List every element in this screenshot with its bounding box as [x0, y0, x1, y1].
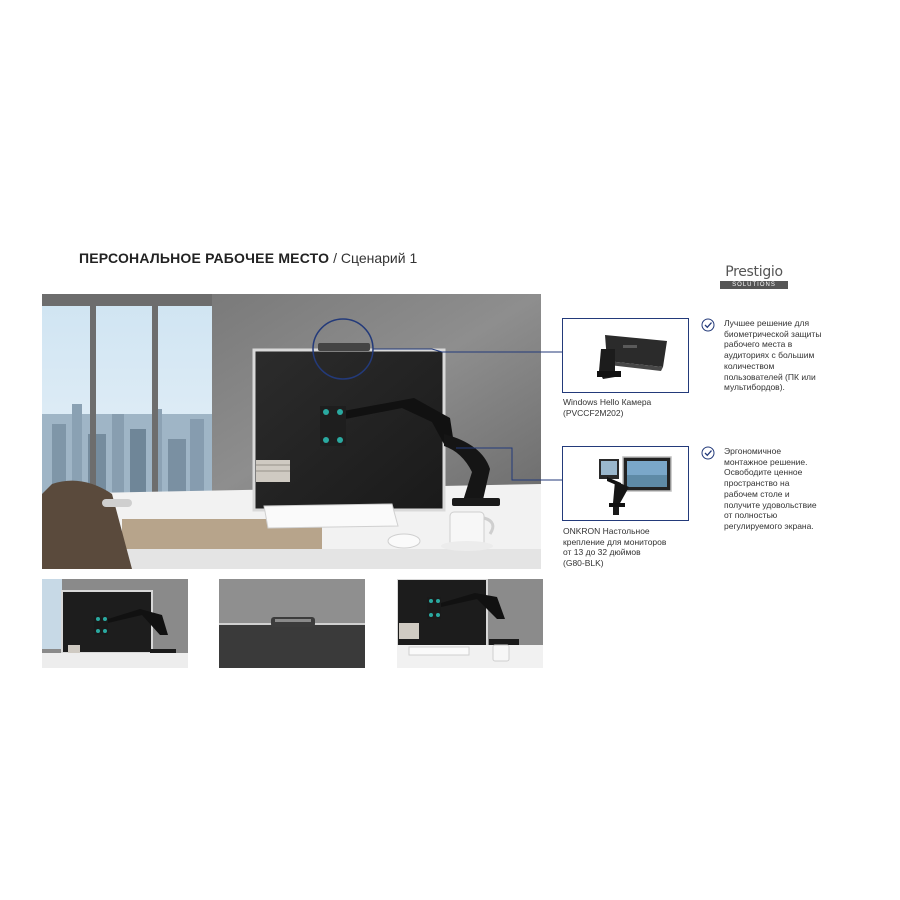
benefit-line: количеством — [724, 360, 775, 371]
benefit-webcam — [701, 318, 841, 393]
product-caption-webcam — [563, 397, 651, 418]
product-caption-monitor-arm — [563, 526, 666, 568]
benefit-line: мультибордов). — [724, 382, 785, 393]
caption-line: (G80-BLK) — [563, 557, 604, 568]
benefit-line: от полностью — [724, 510, 778, 521]
benefit-line: аудиториях с большим — [724, 350, 815, 361]
connector-line-camera — [373, 349, 562, 352]
caption-line: (PVCCF2M202) — [563, 407, 624, 418]
benefit-line: Лучшее решение для — [724, 318, 810, 328]
caption-line: ONKRON Настольное — [563, 526, 650, 536]
check-circle-icon — [701, 446, 715, 460]
product-box-webcam[interactable] — [562, 318, 689, 393]
check-circle-icon — [701, 318, 715, 332]
webcam-icon — [563, 319, 689, 393]
benefit-line: рабочего места в — [724, 339, 793, 350]
benefit-line: пользователей (ПК или — [724, 371, 816, 382]
benefit-line: получите удовольствие — [724, 499, 817, 510]
logo-tagline: SOLUTIONS — [720, 281, 788, 289]
monitor-arm-icon — [563, 447, 689, 521]
benefit-line: Эргономичное — [724, 446, 782, 456]
benefit-line: монтажное решение. — [724, 456, 808, 467]
benefit-text — [724, 446, 841, 532]
benefit-text — [724, 318, 841, 393]
product-box-monitor-arm[interactable] — [562, 446, 689, 521]
benefit-line: Освободите ценное — [724, 467, 803, 478]
benefit-monitor-arm — [701, 446, 841, 532]
connector-line-arm — [456, 448, 562, 480]
benefit-line: рабочем столе и — [724, 488, 790, 499]
logo-name: Prestigio — [725, 264, 783, 280]
benefit-line: пространство на — [724, 478, 790, 489]
caption-line: от 13 до 32 дюймов — [563, 547, 641, 557]
page-title-scenario: / Сценарий 1 — [329, 250, 418, 266]
caption-line: крепление для мониторов — [563, 536, 667, 547]
benefit-line: биометрической защиты — [724, 328, 822, 339]
caption-line: Windows Hello Камера — [563, 397, 652, 407]
page-title-bold: ПЕРСОНАЛЬНОЕ РАБОЧЕЕ МЕСТО — [79, 250, 330, 266]
benefit-line: регулируемого экрана. — [724, 520, 814, 531]
